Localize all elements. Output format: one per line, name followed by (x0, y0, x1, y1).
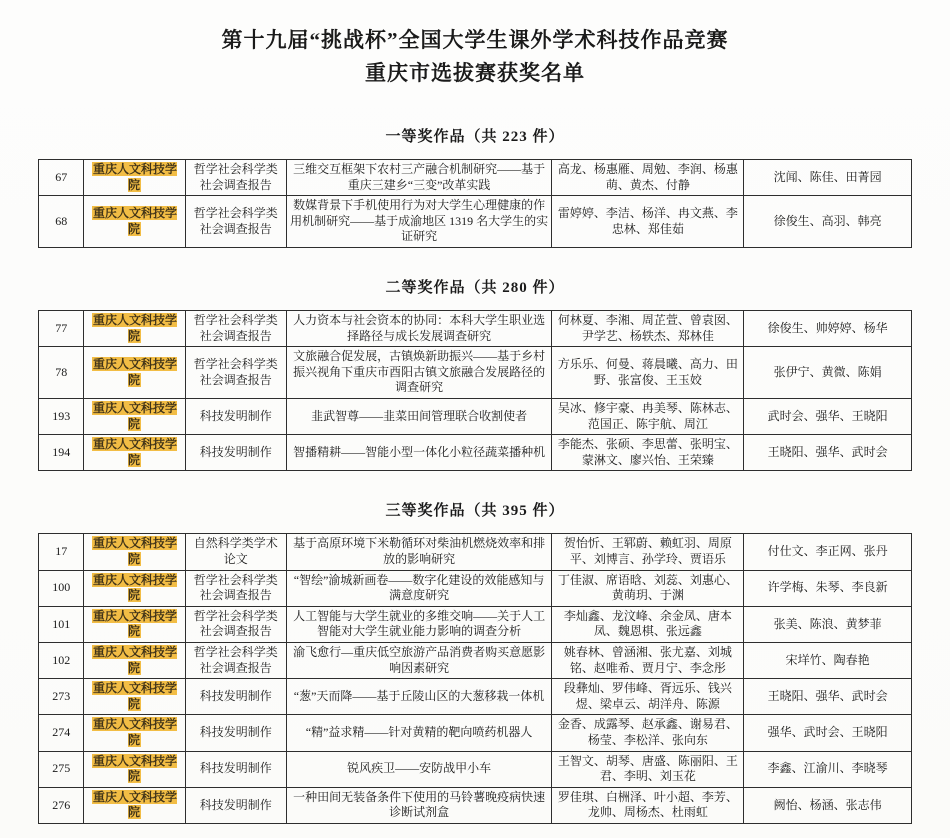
award-number-cell: 17 (39, 534, 84, 570)
award-number-cell: 68 (39, 196, 84, 248)
advisors-cell: 张伊宁、黄微、陈娟 (744, 347, 912, 399)
section-heading: 三等奖作品（共 395 件） (385, 503, 565, 520)
school-name-highlight: 重庆人文科技学院 (93, 162, 178, 192)
team-members-cell: 李灿鑫、龙汶峰、余金凤、唐本凤、魏恩棋、张远鑫 (552, 606, 744, 642)
category-cell: 哲学社会科学类社会调查报告 (185, 196, 286, 248)
award-sections (0, 125, 950, 824)
school-cell (84, 196, 185, 248)
award-number-cell: 78 (39, 347, 84, 399)
project-title-cell: 文旅融合促发展，古镇焕新助振兴——基于乡村振兴视角下重庆市酉阳古镇文旅融合发展路径的调查研究 (286, 347, 551, 399)
award-number-cell: 275 (39, 751, 84, 787)
school-cell (84, 715, 185, 751)
school-cell (84, 160, 185, 196)
advisors-cell: 张美、陈浪、黄梦菲 (744, 606, 912, 642)
category-cell: 科技发明制作 (185, 435, 286, 471)
category-cell: 哲学社会科学类社会调查报告 (185, 311, 286, 347)
advisors-cell: 沈闻、陈佳、田菁园 (744, 160, 912, 196)
project-title-cell: 数媒背景下手机使用行为对大学生心理健康的作用机制研究——基于成渝地区 1319 名大学生的实证研究 (286, 196, 551, 248)
award-number-cell: 276 (39, 787, 84, 823)
school-cell (84, 679, 185, 715)
category-cell: 自然科学类学术论文 (185, 534, 286, 570)
school-cell (84, 534, 185, 570)
category-cell: 哲学社会科学类社会调查报告 (185, 160, 286, 196)
category-cell: 哲学社会科学类社会调查报告 (185, 570, 286, 606)
table-row (39, 399, 912, 435)
team-members-cell: 高龙、杨惠雁、周勉、李润、杨惠萌、黄杰、付静 (552, 160, 744, 196)
table-row (39, 642, 912, 678)
team-members-cell: 李能杰、张硕、李思蕾、张明宝、蒙淋文、廖兴怡、王荣臻 (552, 435, 744, 471)
table-row (39, 787, 912, 823)
table-row (39, 679, 912, 715)
project-title-cell: 人工智能与大学生就业的多维交响——关于人工智能对大学生就业能力影响的调查分析 (286, 606, 551, 642)
school-cell (84, 642, 185, 678)
advisors-cell: 许学梅、朱琴、李良新 (744, 570, 912, 606)
team-members-cell: 丁佳淑、席语晗、刘蕊、刘惠心、黄萌玥、于渊 (552, 570, 744, 606)
advisors-cell: 阙怡、杨涵、张志伟 (744, 787, 912, 823)
page-title-line2: 重庆市选拔赛获奖名单 (365, 60, 585, 85)
school-cell (84, 751, 185, 787)
table-row (39, 570, 912, 606)
table-row (39, 715, 912, 751)
project-title-cell: 锐风疾卫——安防战甲小车 (286, 751, 551, 787)
school-name-highlight: 重庆人文科技学院 (93, 789, 178, 820)
table-row (39, 534, 912, 570)
school-name-highlight: 重庆人文科技学院 (93, 313, 178, 343)
advisors-cell: 王晓阳、强华、武时会 (744, 679, 912, 715)
table-row (39, 606, 912, 642)
school-cell (84, 399, 185, 435)
advisors-cell: 王晓阳、强华、武时会 (744, 435, 912, 471)
project-title-cell: “葱”天而降——基于丘陵山区的大葱移栽一体机 (286, 679, 551, 715)
team-members-cell: 雷婷婷、李洁、杨洋、冉文燕、李忠林、郑佳茹 (552, 196, 744, 248)
school-name-highlight: 重庆人文科技学院 (93, 717, 178, 747)
team-members-cell: 吴冰、修宇豪、冉美琴、陈林志、范国正、陈宇航、周江 (552, 399, 744, 435)
project-title-cell: 人力资本与社会资本的协同：本科大学生职业选择路径与成长发展调查研究 (286, 311, 551, 347)
section-heading: 二等奖作品（共 280 件） (385, 280, 565, 297)
school-cell (84, 347, 185, 399)
page-title (0, 24, 950, 89)
category-cell: 哲学社会科学类社会调查报告 (185, 642, 286, 678)
category-cell: 哲学社会科学类社会调查报告 (185, 347, 286, 399)
team-members-cell: 姚春林、曾涵湘、张尤嘉、刘城铭、赵唯希、贾月宁、李念彤 (552, 642, 744, 678)
table-row (39, 751, 912, 787)
project-title-cell: 智播精耕——智能小型一体化小粒径蔬菜播种机 (286, 435, 551, 471)
category-cell: 科技发明制作 (185, 399, 286, 435)
school-cell (84, 435, 185, 471)
advisors-cell: 宋垟竹、陶春艳 (744, 642, 912, 678)
team-members-cell: 方乐乐、何曼、蒋晨曦、高力、田野、张富俊、王玉姣 (552, 347, 744, 399)
category-cell: 哲学社会科学类社会调查报告 (185, 606, 286, 642)
award-number-cell: 193 (39, 399, 84, 435)
school-name-highlight: 重庆人文科技学院 (93, 644, 178, 675)
award-number-cell: 273 (39, 679, 84, 715)
school-name-highlight: 重庆人文科技学院 (93, 437, 178, 467)
award-table (38, 533, 912, 824)
advisors-cell: 李鑫、江渝川、李晓琴 (744, 751, 912, 787)
table-row (39, 311, 912, 347)
section-heading: 一等奖作品（共 223 件） (385, 129, 565, 146)
award-number-cell: 101 (39, 606, 84, 642)
team-members-cell: 罗佳琪、白栦泽、叶小超、李芳、龙帅、周杨杰、杜雨虹 (552, 787, 744, 823)
advisors-cell: 徐俊生、高羽、韩亮 (744, 196, 912, 248)
category-cell: 科技发明制作 (185, 787, 286, 823)
table-row (39, 196, 912, 248)
project-title-cell: 韭武智尊——韭菜田间管理联合收割使者 (286, 399, 551, 435)
advisors-cell: 付仕文、李正网、张丹 (744, 534, 912, 570)
school-name-highlight: 重庆人文科技学院 (93, 753, 178, 784)
project-title-cell: 一种田间无装备条件下使用的马铃薯晚疫病快速诊断试剂盒 (286, 787, 551, 823)
award-number-cell: 274 (39, 715, 84, 751)
award-table (38, 310, 912, 471)
award-table (38, 159, 912, 248)
award-number-cell: 102 (39, 642, 84, 678)
table-row (39, 160, 912, 196)
school-name-highlight: 重庆人文科技学院 (93, 608, 178, 639)
advisors-cell: 武时会、强华、王晓阳 (744, 399, 912, 435)
advisors-cell: 强华、武时会、王晓阳 (744, 715, 912, 751)
school-cell (84, 570, 185, 606)
category-cell: 科技发明制作 (185, 715, 286, 751)
project-title-cell: 基于高原环境下米勒循环对柴油机燃烧效率和排放的影响研究 (286, 534, 551, 570)
school-name-highlight: 重庆人文科技学院 (93, 572, 178, 603)
award-number-cell: 100 (39, 570, 84, 606)
award-number-cell: 67 (39, 160, 84, 196)
award-number-cell: 194 (39, 435, 84, 471)
project-title-cell: “智绘”渝城新画卷——数字化建设的效能感知与满意度研究 (286, 570, 551, 606)
school-name-highlight: 重庆人文科技学院 (93, 357, 178, 387)
category-cell: 科技发明制作 (185, 679, 286, 715)
advisors-cell: 徐俊生、帅婷婷、杨华 (744, 311, 912, 347)
team-members-cell: 段彝灿、罗伟峰、胥远乐、钱兴煜、梁卓云、胡洋舟、陈源 (552, 679, 744, 715)
school-name-highlight: 重庆人文科技学院 (93, 206, 178, 236)
award-number-cell: 77 (39, 311, 84, 347)
school-cell (84, 606, 185, 642)
team-members-cell: 王智文、胡琴、唐盛、陈丽阳、王君、李明、刘玉花 (552, 751, 744, 787)
project-title-cell: “精”益求精——针对黄精的靶向喷药机器人 (286, 715, 551, 751)
table-row (39, 347, 912, 399)
project-title-cell: 三维交互框架下农村三产融合机制研究——基于重庆三建乡“三变”改革实践 (286, 160, 551, 196)
team-members-cell: 何林夏、李湘、周芷萱、曾袁囡、尹学艺、杨轶杰、郑林佳 (552, 311, 744, 347)
school-cell (84, 311, 185, 347)
category-cell: 科技发明制作 (185, 751, 286, 787)
project-title-cell: 渝飞愈行—重庆低空旅游产品消费者购买意愿影响因素研究 (286, 642, 551, 678)
school-name-highlight: 重庆人文科技学院 (93, 536, 178, 566)
team-members-cell: 金香、成露琴、赵承鑫、谢易君、杨莹、李松洋、张向东 (552, 715, 744, 751)
school-name-highlight: 重庆人文科技学院 (93, 401, 178, 431)
school-name-highlight: 重庆人文科技学院 (93, 681, 178, 711)
school-cell (84, 787, 185, 823)
page-title-line1: 第十九届“挑战杯”全国大学生课外学术科技作品竞赛 (221, 28, 729, 52)
team-members-cell: 贺怡忻、王郓蔚、赖虹羽、周原平、刘博言、孙学玲、贾语乐 (552, 534, 744, 570)
table-row (39, 435, 912, 471)
